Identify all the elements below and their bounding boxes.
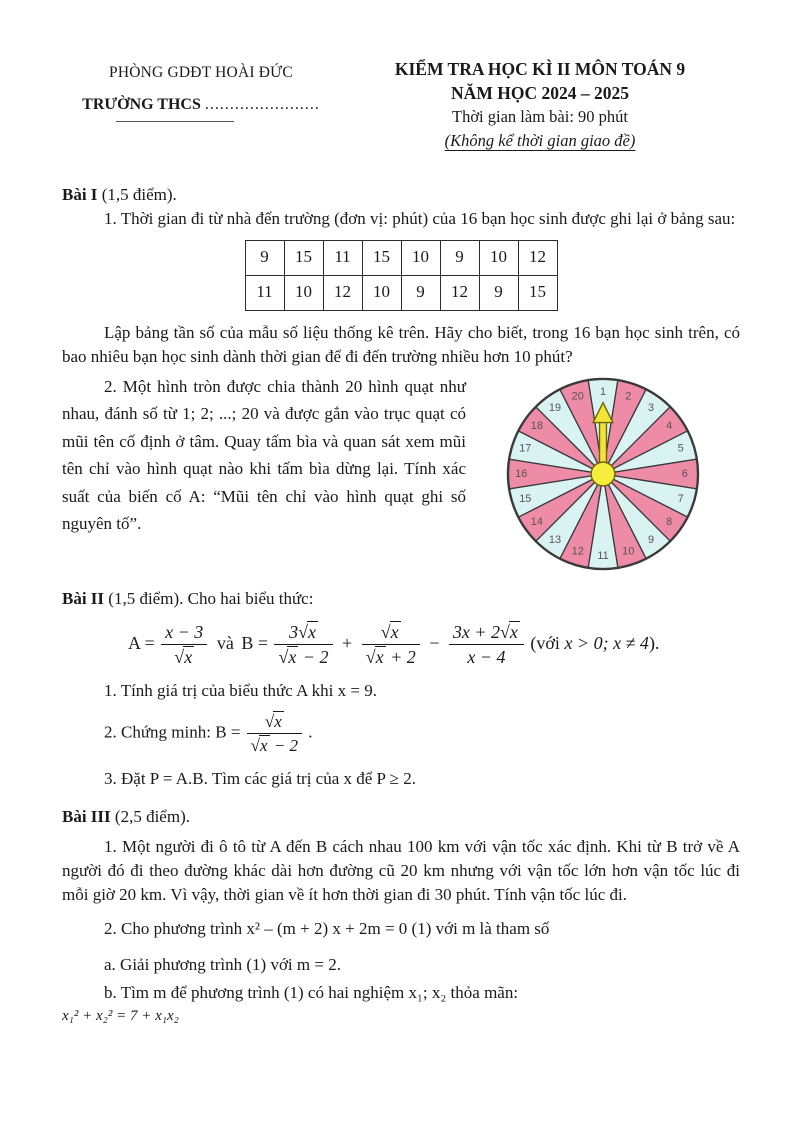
bai1-heading [62,183,740,207]
plus-operator: + [342,633,353,654]
wheel-sector-number: 13 [548,533,562,546]
spinner-wheel-container [466,373,740,573]
wheel-sector-number: 18 [530,419,543,432]
exam-duration: Thời gian làm bài: 90 phút [452,107,628,127]
school-name: TRƯỜNG THCS [82,96,201,113]
wheel-sector-number: 20 [571,390,584,403]
bai2-question2-label: 2. Chứng minh: [104,722,216,742]
bai2-question2-b-lhs: B = [215,722,241,742]
bai2-main-formula [128,621,740,669]
bai2-heading-label: Bài II [62,588,105,608]
formula-b-lhs: B = [241,633,268,654]
table-cell: 9 [401,275,440,310]
table-row [245,275,557,310]
bai2-question3: 3. Đặt P = A.B. Tìm các giá trị của x để P ≥ 2. [104,768,416,788]
fraction-b1-denominator: √x − 2 [278,647,329,668]
fraction-b3-denominator: x − 4 [467,647,506,668]
wheel-sector-number: 9 [647,533,655,546]
table-cell: 12 [323,275,362,310]
table-row [245,240,557,275]
wheel-sector-number: 19 [548,401,562,414]
wheel-sector-number: 3 [647,401,655,414]
table-cell: 11 [245,275,284,310]
table-cell: 12 [518,240,557,275]
table-cell: 10 [479,240,518,275]
bai3-heading-points: (2,5 điểm). [110,806,190,826]
bai1-heading-label: Bài I [62,185,98,205]
header-school-block [62,58,340,153]
fraction-a-numerator: x − 3 [161,621,207,646]
bai3-heading [62,805,740,829]
table-cell: 9 [245,240,284,275]
exam-title: KIỂM TRA HỌC KÌ II MÔN TOÁN 9 [394,59,686,79]
department-name: PHÒNG GDĐT HOÀI ĐỨC [109,64,293,81]
data-table-wrapper [62,240,740,311]
formula-a-lhs: A = [128,633,155,654]
exam-year: NĂM HỌC 2024 – 2025 [451,82,629,103]
bai2-question2-dot: . [308,722,313,742]
bai3-question2a: a. Giải phương trình (1) với m = 2. [104,955,341,975]
wheel-sector-number: 5 [677,442,684,455]
wheel-sector-number: 16 [515,467,528,480]
fraction-q2-denominator: √x − 2 [250,736,299,756]
table-cell: 9 [479,275,518,310]
wheel-sector-number: 14 [530,515,543,528]
fraction-q2 [247,711,302,757]
bai1-question1-task: Lập bảng tần số của mẫu số liệu thống kê trên. Hãy cho biết, trong 16 bạn học sinh trên, có bao nhiêu bạn học sinh dành thời gian để đi đến trường nhiều hơn 10 phút? [62,322,740,366]
school-name-line [82,94,320,117]
fraction-b2 [362,621,420,669]
bai3-question2b: b. Tìm m để phương trình (1) có hai nghiệm x₁; x₂ thỏa mãn: [104,983,519,1003]
bai2-heading-rest: (1,5 điểm). Cho hai biểu thức: [104,588,314,608]
table-cell: 15 [362,240,401,275]
fraction-q2-numerator: √x [247,711,302,734]
table-cell: 12 [440,275,479,310]
bai1-question1-text: 1. Thời gian đi từ nhà đến trường (đơn vị: phút) của 16 bạn học sinh được ghi lại ở bảng sau: [104,209,736,229]
fraction-b1 [274,621,332,669]
bai1-question2-text: 2. Một hình tròn được chia thành 20 hình quạt như nhau, đánh số từ 1; 2; ...; 20 và được gắn vào trục quạt có mũi tên cố định ở tâm. Quay tấm bìa và quan sát xem mũi tên chỉ vào hình quạt nào khi tấm bìa dừng lại. Tính xác suất của biến cố A: “Mũi tên chỉ vào hình quạt ghi số nguyên tố”. [62,376,466,534]
minus-operator: − [429,633,440,654]
formula-condition: (với x > 0; x ≠ 4). [530,633,660,654]
table-cell: 10 [362,275,401,310]
fraction-a [161,621,207,669]
fraction-a-denominator: √x [174,647,193,668]
bai3-question2-text: 2. Cho phương trình x² – (m + 2) x + 2m = 0 (1) với m là tham số [104,919,550,939]
wheel-sector-number: 12 [571,545,584,558]
header [62,58,740,153]
table-cell: 10 [284,275,323,310]
school-name-dots: ....................... [204,96,320,113]
table-cell: 15 [518,275,557,310]
bai1-heading-points: (1,5 điểm). [97,185,177,205]
bai2-question1: 1. Tính giá trị của biểu thức A khi x = 9. [104,680,377,700]
fraction-b2-denominator: √x + 2 [365,647,416,668]
spinner-wheel [504,375,702,573]
wheel-sector-number: 11 [597,549,609,562]
table-cell: 10 [401,240,440,275]
wheel-sector-number: 1 [599,385,607,398]
wheel-hub [591,462,615,486]
wheel-sector-number: 15 [519,493,532,506]
wheel-sector-number: 10 [622,545,635,558]
table-cell: 9 [440,240,479,275]
wheel-sector-number: 8 [666,515,673,528]
table-cell: 11 [323,240,362,275]
formula-and: và [216,633,234,654]
bai2-question2 [104,711,740,757]
fraction-b3 [449,621,524,669]
wheel-sector-number: 17 [519,442,532,455]
wheel-sector-number: 4 [666,419,673,432]
exam-note: (Không kể thời gian giao đề) [444,130,636,150]
wheel-sector-number: 2 [625,390,632,403]
fraction-b1-numerator: 3√x [274,621,332,646]
fraction-b2-numerator: √x [362,621,420,646]
data-table [245,240,558,311]
bai3-question2b-formula: x₁² + x₂² = 7 + x₁x₂ [62,1007,179,1024]
fraction-b3-numerator: 3x + 2√x [449,621,524,646]
bai2-heading [62,587,740,611]
table-cell: 15 [284,240,323,275]
wheel-sector-number: 6 [681,467,688,480]
bai3-question1-text: 1. Một người đi ô tô từ A đến B cách nhau 100 km với vận tốc xác định. Khi từ B trở về A người đó đi theo đường khác dài hơn đường cũ 20 km nhưng với vận tốc lớn hơn vận tốc lúc đi mỗi giờ 20 km. Vì vậy, thời gian về ít hơn thời gian đi 30 phút. Tính vận tốc lúc đi. [62,836,740,905]
header-exam-block [340,58,740,153]
bai3-heading-label: Bài III [62,806,111,826]
bai1-question2-row [62,373,740,573]
wheel-sector-number: 7 [677,493,684,506]
